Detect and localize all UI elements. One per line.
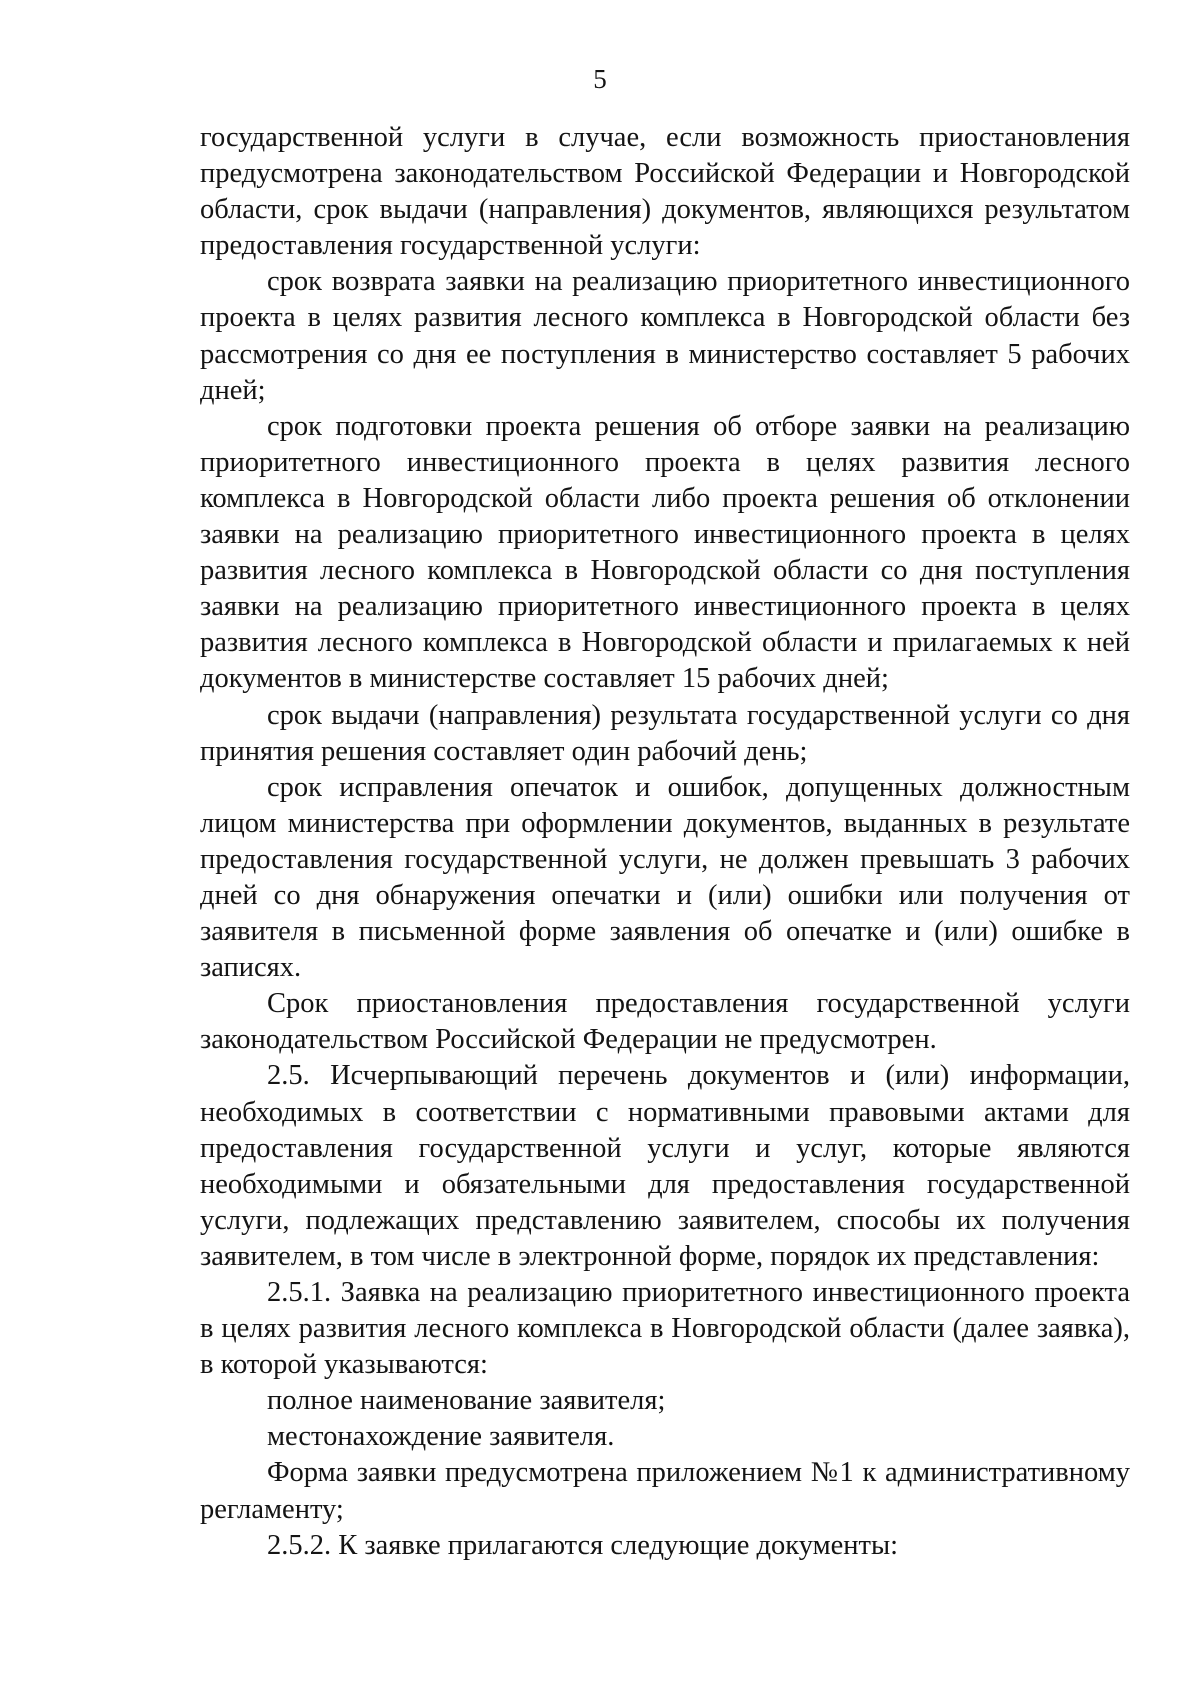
paragraph-3: срок подготовки проекта решения об отборе заявки на реализацию приоритетного инвестиционного проекта в целях развития лесного комплекса в Новгородской области либо проекта решения об отклонении заявки на реализацию приоритетного инвестиционного проекта в целях развития лесного комплекса в Новгородской области со дня поступления заявки на реализацию приоритетного инвестиционного проекта в целях развития лесного комплекса в Новгородской области и прилагаемых к ней документов в министерстве составляет 15 рабочих дней; [200,410,1130,695]
document-body [200,120,1130,1564]
paragraph-7: 2.5. Исчерпывающий перечень документов и (или) информации, необходимых в соответствии с нормативными правовыми актами для предоставления государственной услуги и услуг, которые являются необходимыми и обязательными для предоставления государственной услуги, подлежащих представлению заявителем, способы их получения заявителем, в том числе в электронной форме, порядок их представления: [200,1060,1130,1272]
page-number: 5 [593,64,607,94]
paragraph-9: полное наименование заявителя; [267,1385,666,1417]
paragraph-10: местонахождение заявителя. [267,1421,615,1453]
paragraph-2: срок возврата заявки на реализацию приоритетного инвестиционного проекта в целях развития лесного комплекса в Новгородской области без рассмотрения со дня ее поступления в министерство составляет 5 рабочих дней; [200,266,1130,406]
paragraph-12: 2.5.2. К заявке прилагаются следующие документы: [267,1529,899,1561]
paragraph-6: Срок приостановления предоставления государственной услуги законодательством Российской Федерации не предусмотрен. [200,988,1130,1056]
paragraph-8: 2.5.1. Заявка на реализацию приоритетного инвестиционного проекта в целях развития лесного комплекса в Новгородской области (далее заявка), в которой указываются: [200,1277,1130,1381]
paragraph-4: срок выдачи (направления) результата государственной услуги со дня принятия решения составляет один рабочий день; [200,699,1130,767]
paragraph-5: срок исправления опечаток и ошибок, допущенных должностным лицом министерства при оформлении документов, выданных в результате предоставления государственной услуги, не должен превышать 3 рабочих дней со дня обнаружения опечатки и (или) ошибки или получения от заявителя в письменной форме заявления об опечатке и (или) ошибке в записях. [200,771,1130,984]
paragraph-11: Форма заявки предусмотрена приложением №1 к административному регламенту; [200,1457,1130,1525]
paragraph-1: государственной услуги в случае, если возможность приостановления предусмотрена законодательством Российской Федерации и Новгородской области, срок выдачи (направления) документов, являющихся результатом предоставления государственной услуги: [200,122,1130,262]
